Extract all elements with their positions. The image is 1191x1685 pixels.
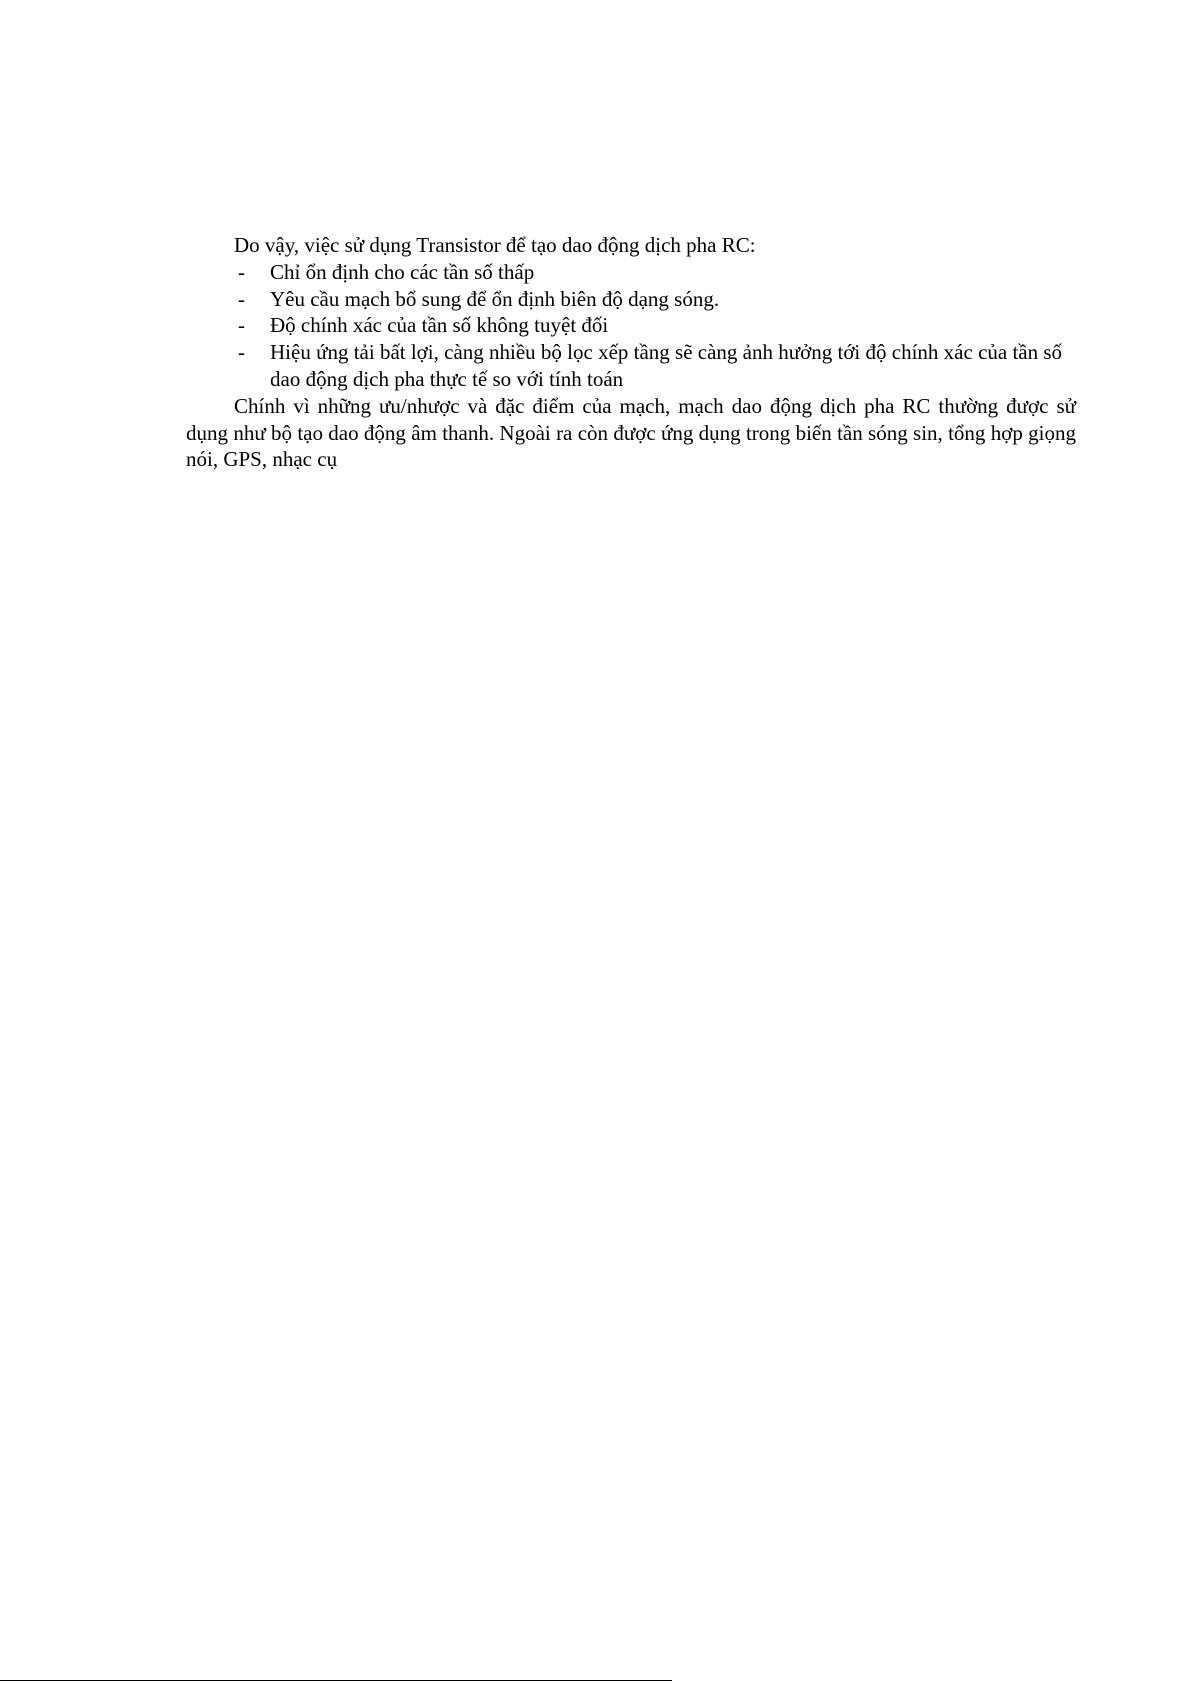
bullet-list — [186, 259, 1076, 393]
footer-divider — [0, 1680, 672, 1681]
list-item — [186, 312, 1076, 339]
bullet-text: Yêu cầu mạch bổ sung để ổn định biên độ dạng sóng. — [270, 286, 720, 311]
bullet-dash: - — [238, 259, 245, 284]
bullet-text: Độ chính xác của tần số không tuyệt đối — [270, 313, 609, 338]
list-item — [186, 286, 1076, 313]
conclusion-paragraph: Chính vì những ưu/nhược và đặc điểm của mạch, mạch dao động dịch pha RC thường được sử dụng như bộ tạo dao động âm thanh. Ngoài ra còn được ứng dụng trong biến tần sóng sin, tổng hợp giọng nói, GPS, nhạc cụ — [186, 393, 1076, 472]
bullet-text: Hiệu ứng tải bất lợi, càng nhiều bộ lọc xếp tầng sẽ càng ảnh hưởng tới độ chính xác của tần số dao động dịch pha thực tế so với tính toán — [270, 340, 1063, 391]
bullet-dash: - — [238, 286, 245, 311]
document-body — [186, 232, 1076, 473]
bullet-dash: - — [238, 340, 245, 365]
bullet-text: Chỉ ổn định cho các tần số thấp — [270, 259, 535, 284]
list-item — [186, 259, 1076, 286]
list-item — [186, 339, 1076, 393]
intro-paragraph: Do vậy, việc sử dụng Transistor để tạo dao động dịch pha RC: — [234, 233, 756, 257]
bullet-dash: - — [238, 313, 245, 338]
